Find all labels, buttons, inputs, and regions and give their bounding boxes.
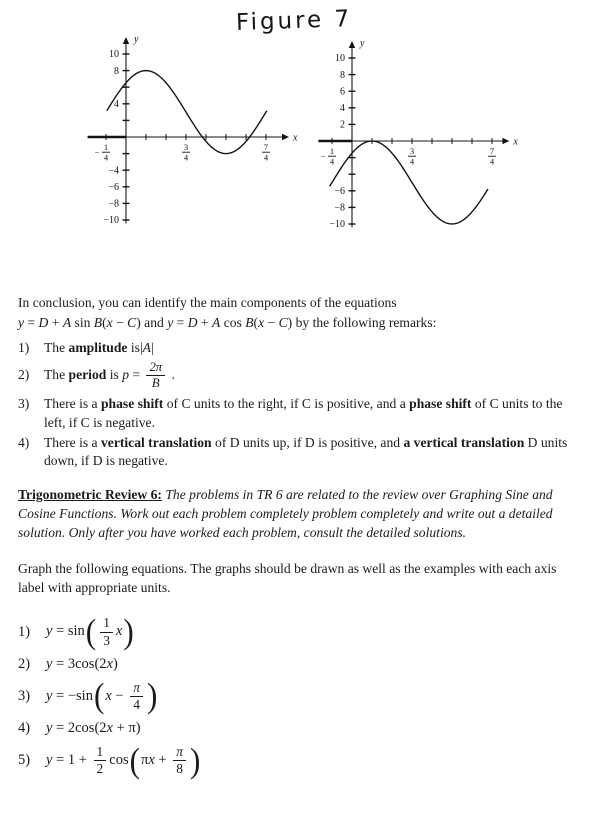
list-item bbox=[18, 395, 585, 432]
body-text bbox=[18, 294, 585, 781]
conclusion-line1: In conclusion, you can identify the main components of the equations bbox=[18, 295, 397, 310]
equation-row bbox=[18, 653, 585, 676]
svg-text:4: 4 bbox=[489, 156, 495, 167]
svg-text:−10: −10 bbox=[329, 219, 345, 231]
conclusion-list bbox=[18, 339, 585, 471]
equation-math: y = sin( $\frac{1}{3}$ x) bbox=[46, 611, 134, 652]
svg-text:−: − bbox=[320, 151, 326, 161]
svg-text:4: 4 bbox=[409, 156, 415, 167]
conclusion-equations-line: y = D + A sin B(x − C) and y = D + A cos B(x − C) by the following remarks: bbox=[18, 314, 437, 330]
svg-text:x: x bbox=[513, 136, 518, 148]
svg-text:x: x bbox=[293, 132, 298, 144]
svg-text:8: 8 bbox=[340, 69, 345, 81]
item-text: There is a vertical translation of D units up, if D is positive, and a vertical translation D units down, if D is negative. bbox=[44, 434, 568, 469]
equation-number: 5) bbox=[18, 752, 31, 769]
svg-text:1: 1 bbox=[329, 146, 335, 156]
equation-number: 4) bbox=[18, 720, 31, 737]
list-item bbox=[18, 361, 585, 391]
svg-text:10: 10 bbox=[109, 49, 119, 61]
svg-text:−6: −6 bbox=[108, 182, 119, 193]
svg-text:10: 10 bbox=[335, 53, 345, 65]
svg-text:4: 4 bbox=[103, 152, 109, 163]
list-item bbox=[18, 339, 585, 358]
item-text: The amplitude is|A| bbox=[44, 340, 154, 356]
sine-graph-left bbox=[84, 37, 302, 229]
equation-row bbox=[18, 740, 585, 780]
item-number: 3) bbox=[18, 396, 30, 412]
equation-row bbox=[18, 676, 585, 716]
equation-number: 1) bbox=[18, 623, 31, 640]
svg-text:7: 7 bbox=[489, 146, 495, 156]
svg-text:4: 4 bbox=[114, 99, 119, 110]
item-number: 4) bbox=[18, 434, 30, 450]
svg-text:3: 3 bbox=[183, 142, 189, 152]
equation-list bbox=[18, 611, 585, 780]
equation-row bbox=[18, 611, 585, 652]
svg-text:4: 4 bbox=[183, 152, 189, 163]
equation-math: y = −sin(x − $\frac{\pi}{4}$ ) bbox=[46, 676, 158, 716]
item-text: The period is p = $\frac{2\pi}{B}$ . bbox=[44, 359, 175, 391]
sine-graph-right bbox=[310, 41, 528, 233]
svg-text:4: 4 bbox=[263, 152, 269, 163]
svg-text:3: 3 bbox=[409, 146, 415, 156]
svg-text:4: 4 bbox=[329, 156, 335, 167]
svg-text:−8: −8 bbox=[334, 202, 345, 214]
svg-text:−: − bbox=[94, 147, 100, 157]
list-item bbox=[18, 434, 585, 471]
svg-text:−6: −6 bbox=[334, 186, 345, 197]
svg-text:4: 4 bbox=[340, 103, 345, 114]
svg-text:−4: −4 bbox=[108, 165, 119, 177]
svg-text:1: 1 bbox=[103, 142, 109, 152]
svg-text:y: y bbox=[134, 37, 139, 46]
svg-text:7: 7 bbox=[263, 142, 269, 152]
svg-text:−10: −10 bbox=[103, 215, 119, 227]
item-number: 2) bbox=[18, 367, 30, 383]
svg-text:2: 2 bbox=[340, 119, 345, 131]
trig-review-paragraph: Trigonometric Review 6: The problems in TR 6 are related to the review over Graphing Sine and Cosine Functions. Work out each problem completely problem completely and write out a detailed solution. Only after you have worked each problem, consult the detailed solutions. bbox=[18, 486, 553, 541]
graph-instructions: Graph the following equations. The graphs should be drawn as well as the examples with each axis label with appropriate units. bbox=[18, 561, 557, 595]
item-number: 1) bbox=[18, 340, 30, 356]
equation-math: y = 1 + $\frac{1}{2}$ cos(πx + $\frac{\pi}{8}$ ) bbox=[46, 740, 201, 780]
figure-caption: Figure 7 bbox=[235, 5, 353, 37]
equation-number: 2) bbox=[18, 656, 31, 672]
svg-text:8: 8 bbox=[114, 65, 119, 77]
equation-math: y = 2cos(2x + π) bbox=[46, 720, 141, 737]
svg-text:6: 6 bbox=[340, 86, 345, 98]
svg-text:y: y bbox=[360, 41, 365, 50]
item-text: There is a phase shift of C units to the right, if C is positive, and a phase shift of C units to the left, if C is negative. bbox=[44, 396, 563, 430]
equation-number: 3) bbox=[18, 688, 31, 705]
equation-row bbox=[18, 717, 585, 740]
svg-text:−8: −8 bbox=[108, 198, 119, 210]
equation-math: y = 3cos(2x) bbox=[46, 656, 118, 672]
